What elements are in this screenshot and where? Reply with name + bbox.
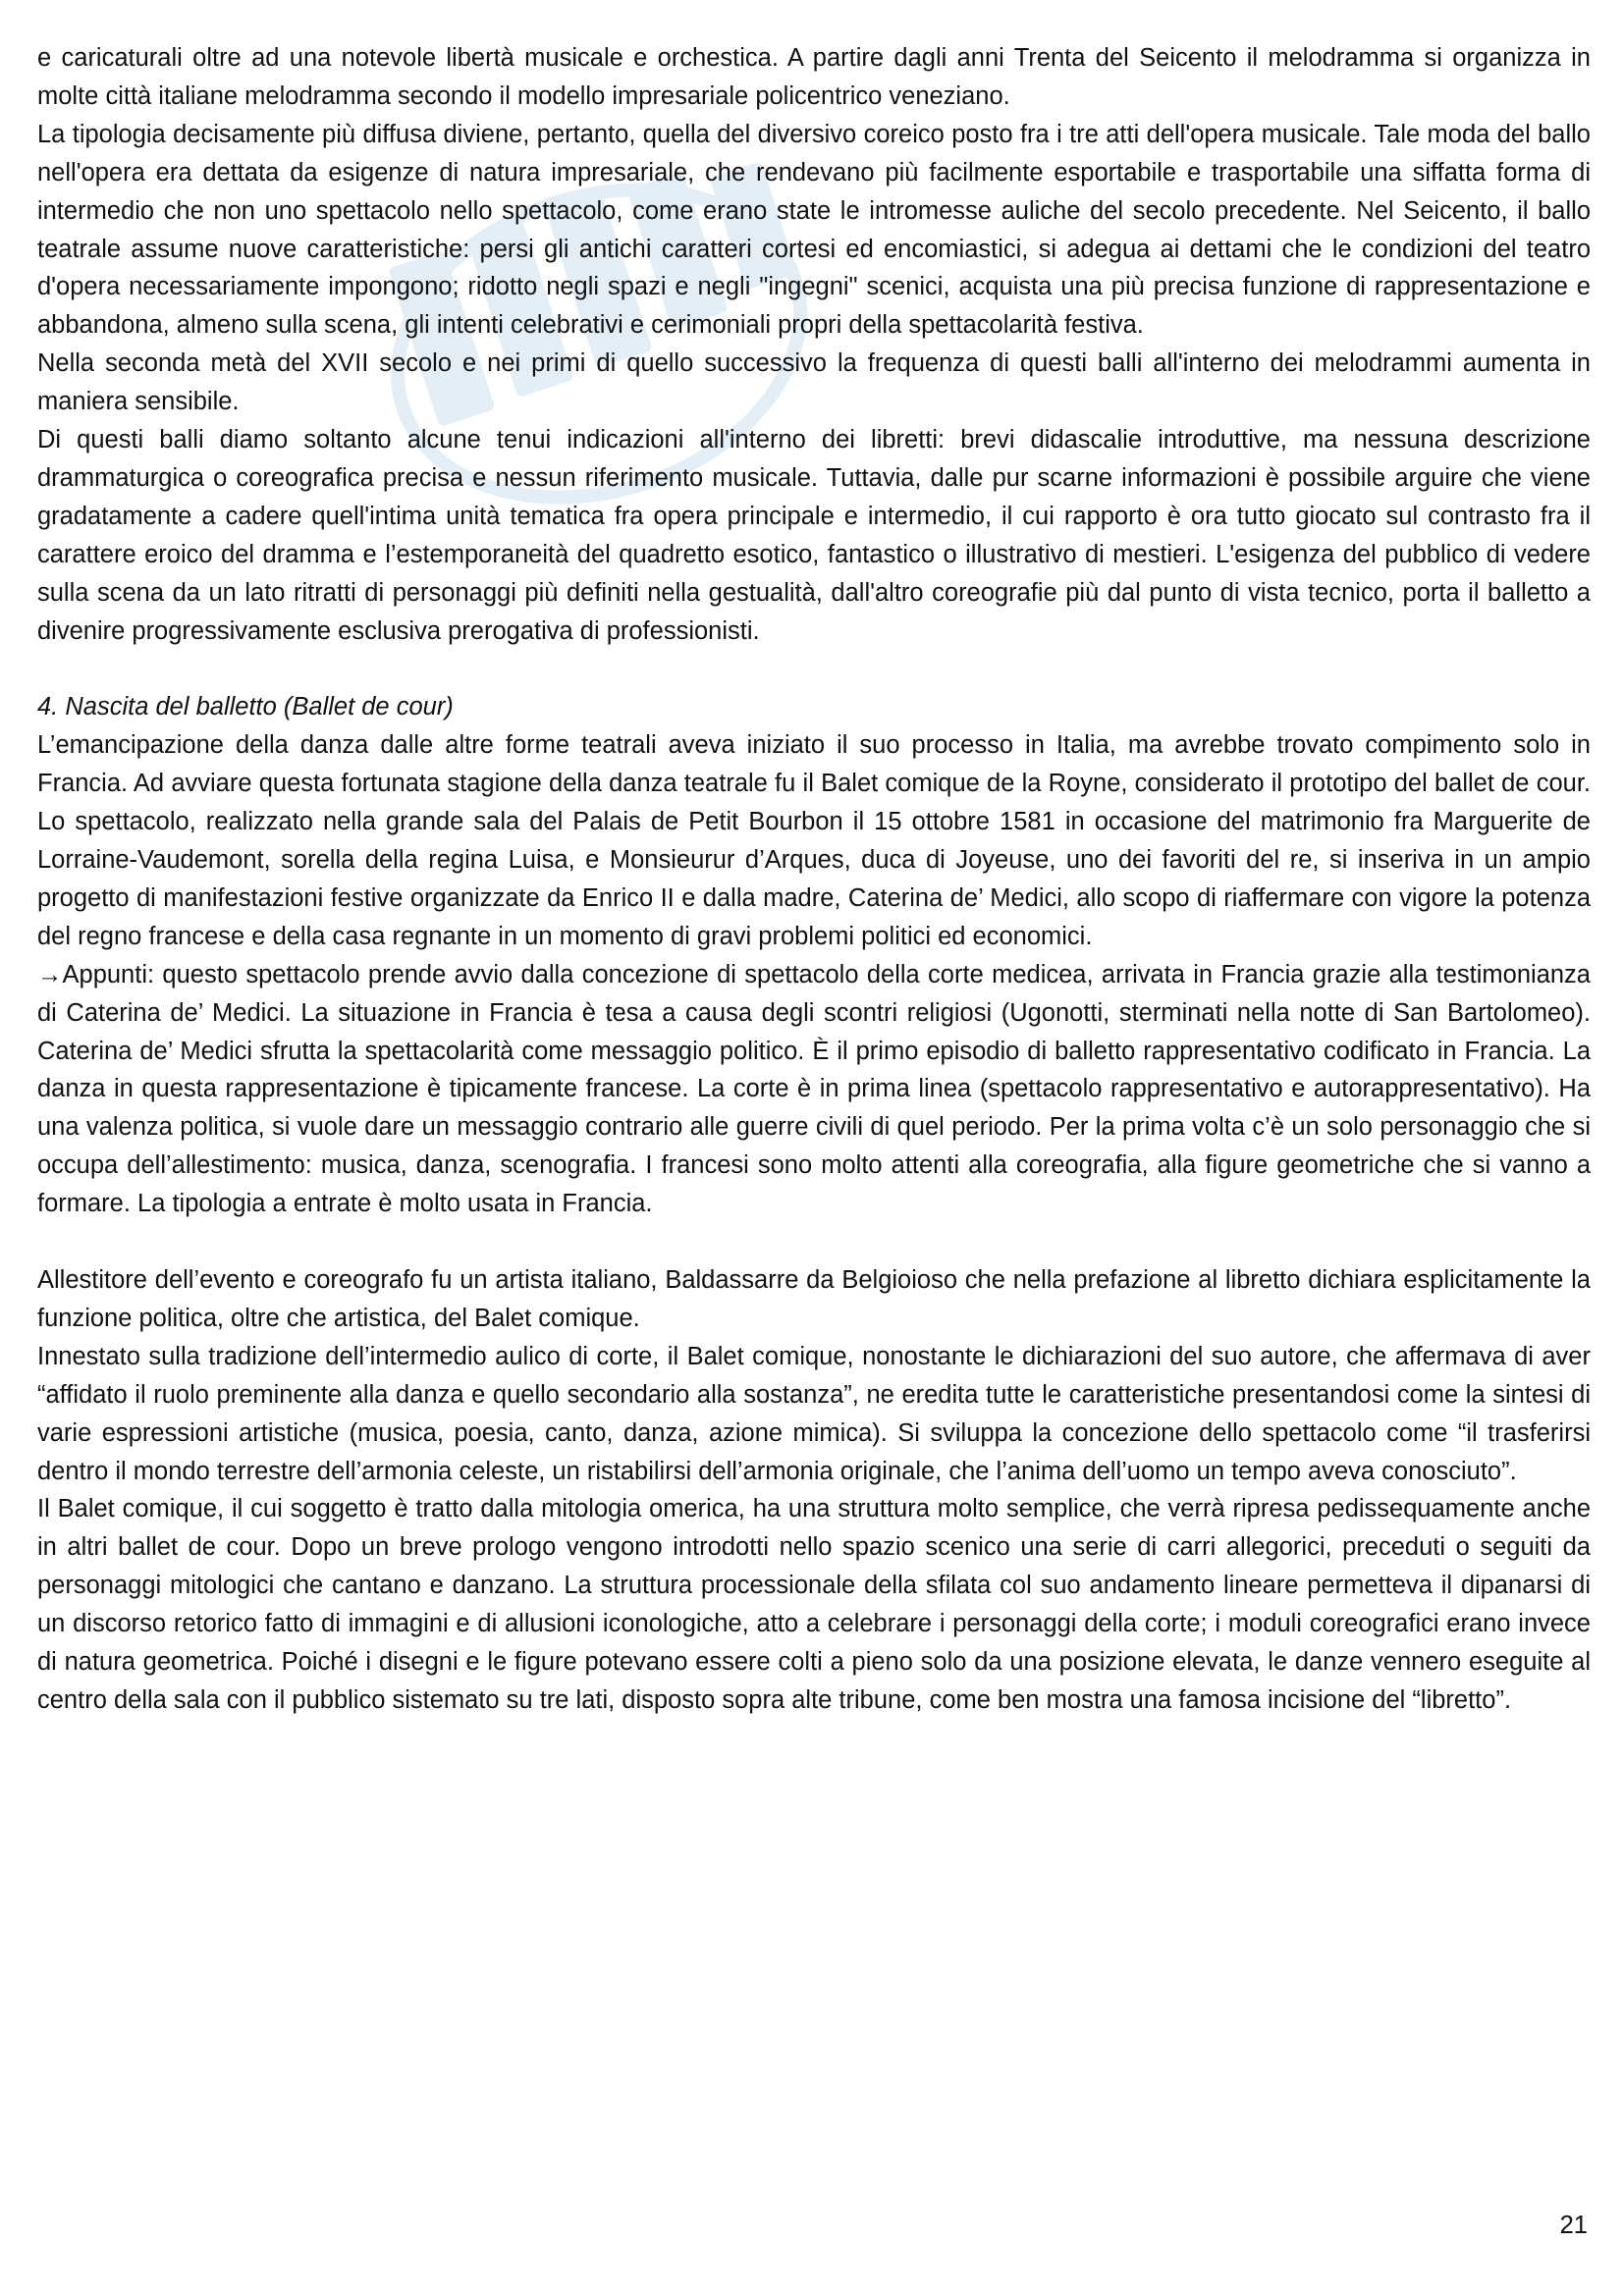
spacer: [37, 1223, 1591, 1261]
paragraph-seconda-meta: Nella seconda metà del XVII secolo e nei primi di quello successivo la frequenza di questi balli all'interno dei melodrammi aumenta in maniera sensibile.: [37, 349, 1591, 416]
spacer: [37, 651, 1591, 689]
paragraph-balet-comique: Il Balet comique, il cui soggetto è tratto dalla mitologia omerica, ha una struttura molto semplice, che verrà ripresa pedissequamente anche in altri ballet de cour. Dopo un breve prologo vengono introdotti nello spazio scenico una serie di carri allegorici, preceduti o seguiti da personaggi mitologici che cantano e danzano. La struttura processionale della sfilata col suo andamento lineare permetteva il dipanarsi di un discorso retorico fatto di immagini e di allusioni iconologiche, atto a celebrare i personaggi della corte; i moduli coreografici erano invece di natura geometrica. Poiché i disegni e le figure potevano essere colti a pieno solo da una posizione elevata, le danze vennero eseguite al centro della sala con il pubblico sistemato su tre lati, disposto sopra alte tribune, come ben mostra una famosa incisione del “libretto”.: [37, 1495, 1591, 1714]
paragraph-allestitore: Allestitore dell’evento e coreografo fu un artista italiano, Baldassarre da Belgioioso che nella prefazione al libretto dichiara esplicitamente la funzione politica, oltre che artistica, del Balet comique.: [37, 1265, 1591, 1332]
appunti-text: Appunti: questo spettacolo prende avvio dalla concezione di spettacolo della corte medicea, arrivata in Francia grazie alla testimonianza di Caterina de’ Medici. La situazione in Francia è tesa a causa degli scontri religiosi (Ugonotti, sterminati nella notte di San Bartolomeo). Caterina de’ Medici sfrutta la spettacolarità come messaggio politico. È il primo episodio di balletto rappresentativo codificato in Francia. La danza in questa rappresentazione è tipicamente francese. La corte è in prima linea (spettacolo rappresentativo e autorappresentativo). Ha una valenza politica, si vuole dare un messaggio contrario alle guerre civili di quel periodo. Per la prima volta c’è un solo personaggio che si occupa dell’allestimento: musica, danza, scenografia. I francesi sono molto attenti alla coreografia, alla figure geometriche che si vanno a formare. La tipologia a entrate è molto usata in Francia.: [37, 960, 1591, 1218]
paragraph-diversivo-coreico: La tipologia decisamente più diffusa diviene, pertanto, quella del diversivo coreico posto fra i tre atti dell'opera musicale. Tale moda del ballo nell'opera era dettata da esigenze di natura impresariale, che rendevano più facilmente esportabile e trasportabile una siffatta forma di intermedio che non uno spettacolo nello spettacolo, come erano state le intromesse auliche del secolo precedente. Nel Seicento, il ballo teatrale assume nuove caratteristiche: persi gli antichi caratteri cortesi ed encomiastici, si adegua ai dettami che le condizioni del teatro d'opera necessariamente impongono; ridotto negli spazi e negli "ingegni" scenici, acquista una più precisa funzione di rappresentazione e abbandona, almeno sulla scena, gli intenti celebrativi e cerimoniali propri della spettacolarità festiva.: [37, 120, 1591, 340]
arrow-right-icon: →: [37, 960, 63, 988]
paragraph-libretti: Di questi balli diamo soltanto alcune tenui indicazioni all'interno dei libretti: brevi didascalie introduttive, ma nessuna descrizione drammaturgica o coreografica precisa e nessun riferimento musicale. Tuttavia, dalle pur scarne informazioni è possibile arguire che viene gradatamente a cadere quell'intima unità tematica fra opera principale e intermedio, il cui rapporto è ora tutto giocato sul contrasto fra il carattere eroico del dramma e l’estemporaneità del quadretto esotico, fantastico o illustrativo di mestieri. L'esigenza del pubblico di vedere sulla scena da un lato ritratti di personaggi più definiti nella gestualità, dall'altro coreografie più dal punto di vista tecnico, porta il balletto a divenire progressivamente esclusiva prerogativa di professionisti.: [37, 426, 1591, 645]
document-body: [37, 39, 1591, 1720]
paragraph-emancipazione: L’emancipazione della danza dalle altre forme teatrali aveva iniziato il suo processo in Italia, ma avrebbe trovato compimento solo in Francia. Ad avviare questa fortunata stagione della danza teatrale fu il Balet comique de la Royne, considerato il prototipo del ballet de cour. Lo spettacolo, realizzato nella grande sala del Palais de Petit Bourbon il 15 ottobre 1581 in occasione del matrimonio fra Marguerite de Lorraine-Vaudemont, sorella della regina Luisa, e Monsieurur d’Arques, duca di Joyeuse, uno dei favoriti del re, si inseriva in un ampio progetto di manifestazioni festive organizzate da Enrico II e dalla madre, Caterina de’ Medici, allo scopo di riaffermare con vigore la potenza del regno francese e della casa regnante in un momento di gravi problemi politici ed economici.: [37, 731, 1591, 950]
section-heading: 4. Nascita del balletto (Ballet de cour): [37, 693, 454, 721]
paragraph-opening: e caricaturali oltre ad una notevole libertà musicale e orchestica. A partire dagli anni Trenta del Seicento il melodramma si organizza in molte città italiane melodramma secondo il modello impresariale policentrico veneziano.: [37, 44, 1591, 110]
paragraph-intermedio-aulico: Innestato sulla tradizione dell’intermedio aulico di corte, il Balet comique, nonostante le dichiarazioni del suo autore, che affermava di aver “affidato il ruolo preminente alla danza e quello secondario alla sostanza”, ne eredita tutte le caratteristiche presentandosi come la sintesi di varie espressioni artistiche (musica, poesia, canto, danza, azione mimica). Si sviluppa la concezione dello spettacolo come “il trasferirsi dentro il mondo terrestre dell’armonia celeste, un ristabilirsi dell’armonia originale, che l’anima dell’uomo un tempo aveva conosciuto”.: [37, 1342, 1591, 1485]
page-number: 21: [1559, 2212, 1588, 2239]
paragraph-appunti: [37, 956, 1591, 1223]
